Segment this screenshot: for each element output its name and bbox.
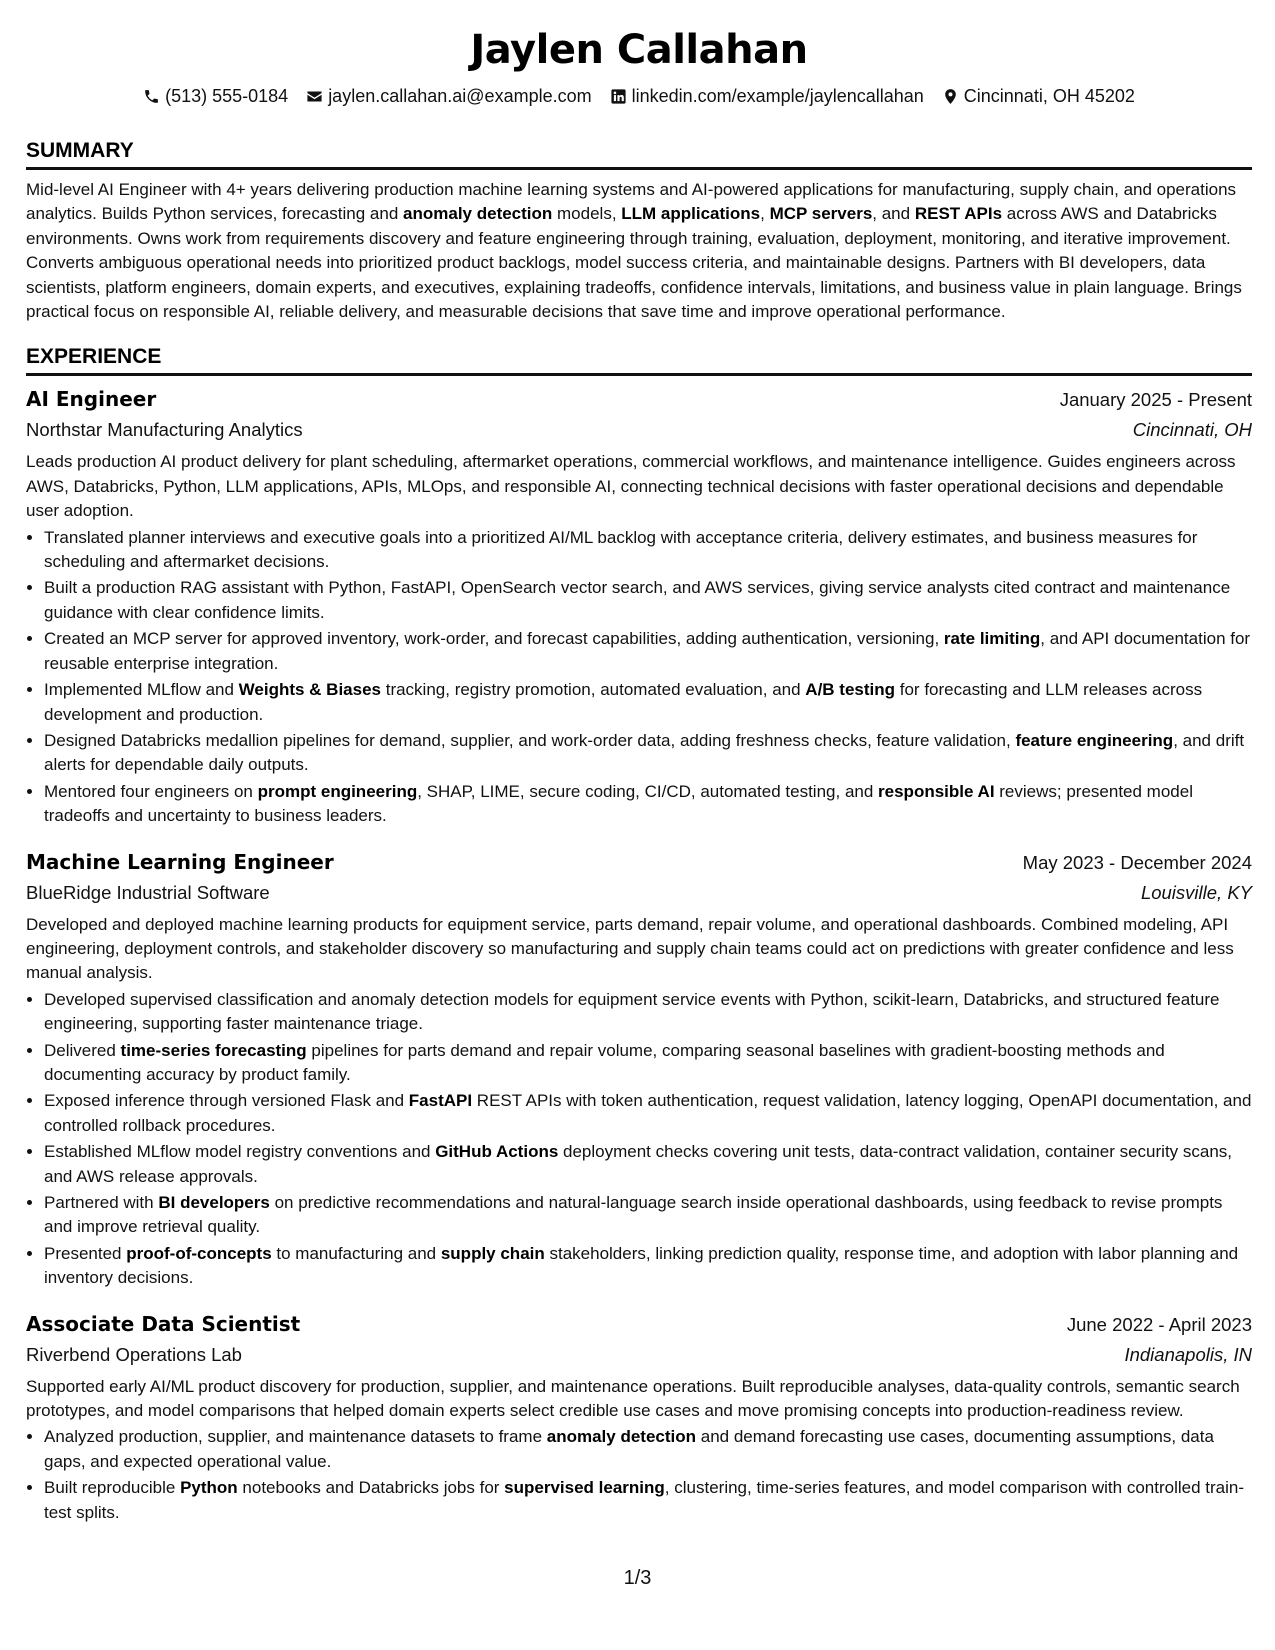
text-run: Built a production RAG assistant with Python, FastAPI, OpenSearch vector search, and AWS services, giving service analysts cited contract and maintenance guidance with clear confidence limits. [44,578,1231,622]
job-entry [26,384,1252,828]
text-run: Implemented MLflow and [44,680,239,700]
text-run: Partnered with [44,1193,159,1212]
job-title: Machine Learning Engineer [26,849,334,874]
candidate-name: Jaylen Callahan [470,27,808,73]
bullet-item [44,627,1252,676]
job-bullets [26,526,1252,829]
job-dates: May 2023 - December 2024 [1022,851,1252,873]
bold-keyword: proof-of-concepts [126,1243,272,1263]
text-run: for forecasting and LLM releases across development and production. [44,680,1203,724]
contact-phone[interactable] [143,84,288,108]
text-run: Analyzed production, supplier, and maintenance datasets to frame [44,1427,547,1447]
text-run: Delivered [44,1040,121,1060]
job-title: AI Engineer [26,387,157,412]
job-title: Associate Data Scientist [26,1311,301,1336]
summary-heading: SUMMARY [26,138,1252,170]
bullet-item [44,1425,1252,1474]
text-run: across AWS and Databricks environments. Owns work from requirements discovery and feature engineering through training, evaluation, deployment, monitoring, and iterative improvement. Converts ambiguous operational needs into prioritized product backlogs, model success criteria, and maintainable designs. Partners with BI developers, data scientists, platform engineers, domain experts, and executives, explaining tradeoffs, confidence intervals, limitations, and business value in plain language. Brings practical focus on responsible AI, reliable delivery, and measurable decisions that save time and improve operational performance. [26,204,1242,322]
bold-keyword: GitHub Actions [435,1142,559,1162]
bullet-item [44,526,1252,575]
job-dates: June 2022 - April 2023 [1066,1313,1252,1335]
bold-keyword: MCP servers [769,204,873,224]
bullet-item [44,780,1252,829]
job-dates: January 2025 - Present [1059,389,1252,411]
phone-text: (513) 555-0184 [165,86,289,106]
text-run: Built reproducible [44,1478,181,1498]
job-location: Cincinnati, OH [1132,419,1252,441]
bold-keyword: time-series forecasting [120,1040,307,1060]
text-run: Established MLflow model registry conventions and [44,1142,436,1162]
job-company: Northstar Manufacturing Analytics [26,419,303,441]
envelope-icon [306,88,323,105]
job-company: BlueRidge Industrial Software [26,881,270,903]
text-run: stakeholders, linking prediction quality, response time, and adoption with labor planning and inventory decisions. [44,1243,1239,1288]
text-run: Exposed inference through versioned Flask and [44,1091,409,1111]
text-run: Designed Databricks medallion pipelines for demand, supplier, and work-order data, adding freshness checks, feature validation, [44,730,1016,750]
text-run: , SHAP, LIME, secure coding, CI/CD, automated testing, and [417,781,879,801]
bold-keyword: FastAPI [408,1091,473,1111]
text-run: , and drift alerts for dependable daily outputs. [44,730,1245,775]
bullet-item [44,576,1252,625]
job-bullets [26,988,1252,1291]
bullet-item [44,678,1252,727]
bold-keyword: supervised learning [504,1478,665,1498]
bold-keyword: Weights & Biases [238,680,381,700]
text-run: Mid-level AI Engineer with 4+ years delivering production machine learning systems and AI-powered applications for manufacturing, supply chain, and operations analytics. Builds Python services, forecasting and [26,180,1237,224]
text-run: , and [872,204,915,224]
bold-keyword: feature engineering [1015,730,1174,750]
contact-location [942,84,1135,108]
text-run: notebooks and Databricks jobs for [237,1478,505,1498]
text-run: pipelines for parts demand and repair volume, comparing seasonal baselines with gradient-boosting methods and documenting accuracy by product family. [44,1040,1165,1084]
resume-page [26,0,1252,1527]
text-run: tracking, registry promotion, automated evaluation, and [381,680,806,700]
job-bullets [26,1425,1252,1525]
contact-linkedin[interactable] [610,84,924,108]
text-run: Developed supervised classification and anomaly detection models for equipment service events with Python, scikit-learn, Databricks, and structured feature engineering, supporting faster maintenance triage. [44,989,1220,1034]
bold-keyword: BI developers [158,1193,270,1212]
bullet-item [44,1191,1252,1240]
bold-keyword: prompt engineering [257,781,418,801]
text-run: reviews; presented model tradeoffs and uncertainty to business leaders. [44,781,1193,826]
bold-keyword: responsible AI [878,781,995,801]
phone-icon [143,88,160,105]
bold-keyword: rate limiting [943,629,1041,649]
bullet-item [44,1039,1252,1088]
bold-keyword: supply chain [440,1243,545,1263]
linkedin-icon [610,88,627,105]
text-run: , clustering, time-series features, and model comparison with controlled train-test splits. [44,1478,1244,1522]
text-run: Created an MCP server for approved inventory, work-order, and forecast capabilities, adding authentication, versioning, [44,629,944,649]
summary-text [26,178,1252,324]
linkedin-text: linkedin.com/example/jaylencallahan [631,86,924,106]
job-entry [26,1309,1252,1525]
map-pin-icon [942,88,959,105]
bullet-item [44,729,1252,778]
job-location: Indianapolis, IN [1124,1343,1252,1365]
bold-keyword: A/B testing [805,680,896,700]
text-run: on predictive recommendations and natural-language search inside operational dashboards, using feedback to revise prompts and improve retrieval quality. [44,1193,1223,1237]
text-run: Presented [44,1243,127,1263]
contact-bar [26,84,1252,108]
text-run: and demand forecasting use cases, documenting assumptions, data gaps, and expected operational value. [44,1427,1214,1471]
text-run: Translated planner interviews and executive goals into a prioritized AI/ML backlog with acceptance criteria, delivery estimates, and business measures for scheduling and aftermarket decisions. [44,527,1198,572]
experience-list [26,384,1252,1525]
bold-keyword: LLM applications [621,204,761,224]
job-entry [26,847,1252,1291]
page-number: 1/3 [623,1567,652,1589]
job-description: Supported early AI/ML product discovery for production, supplier, and maintenance operations. Built reproducible analyses, data-quality controls, semantic search prototypes, and model comparisons that helped domain experts select credible use cases and move promising concepts into production-readiness review. [26,1376,1240,1421]
text-run: REST APIs with token authentication, request validation, latency logging, OpenAPI documentation, and controlled rollback procedures. [44,1091,1252,1135]
job-description: Leads production AI product delivery for plant scheduling, aftermarket operations, commercial workflows, and maintenance intelligence. Guides engineers across AWS, Databricks, Python, LLM applications, APIs, MLOps, and responsible AI, connecting technical decisions with faster operational decisions and dependable user adoption. [26,452,1236,521]
bold-keyword: anomaly detection [403,204,553,224]
bold-keyword: REST APIs [914,204,1003,224]
text-run: to manufacturing and [271,1243,441,1263]
bullet-item [44,1140,1252,1189]
job-location: Louisville, KY [1140,881,1252,903]
text-run: , and API documentation for reusable enterprise integration. [44,629,1251,673]
bold-keyword: Python [180,1478,238,1498]
job-company: Riverbend Operations Lab [26,1343,242,1365]
job-description: Developed and deployed machine learning products for equipment service, parts demand, repair volume, and operational dashboards. Combined modeling, API engineering, deployment controls, and stakeholder discovery so manufacturing and supply chain teams could act on predictions with greater confidence and less manual analysis. [26,914,1234,983]
text-run: models, [552,204,622,224]
location-text: Cincinnati, OH 45202 [963,86,1135,106]
text-run: deployment checks covering unit tests, data-contract validation, container security scans, and AWS release approvals. [44,1142,1233,1186]
text-run: Mentored four engineers on [44,781,258,801]
bold-keyword: anomaly detection [546,1427,697,1447]
bullet-item [44,1242,1252,1291]
bullet-item [44,1476,1252,1525]
contact-email[interactable] [306,84,591,108]
email-text: jaylen.callahan.ai@example.com [328,86,592,106]
text-run: , [760,204,770,224]
bullet-item [44,988,1252,1037]
bullet-item [44,1089,1252,1138]
experience-heading: EXPERIENCE [26,344,1252,376]
